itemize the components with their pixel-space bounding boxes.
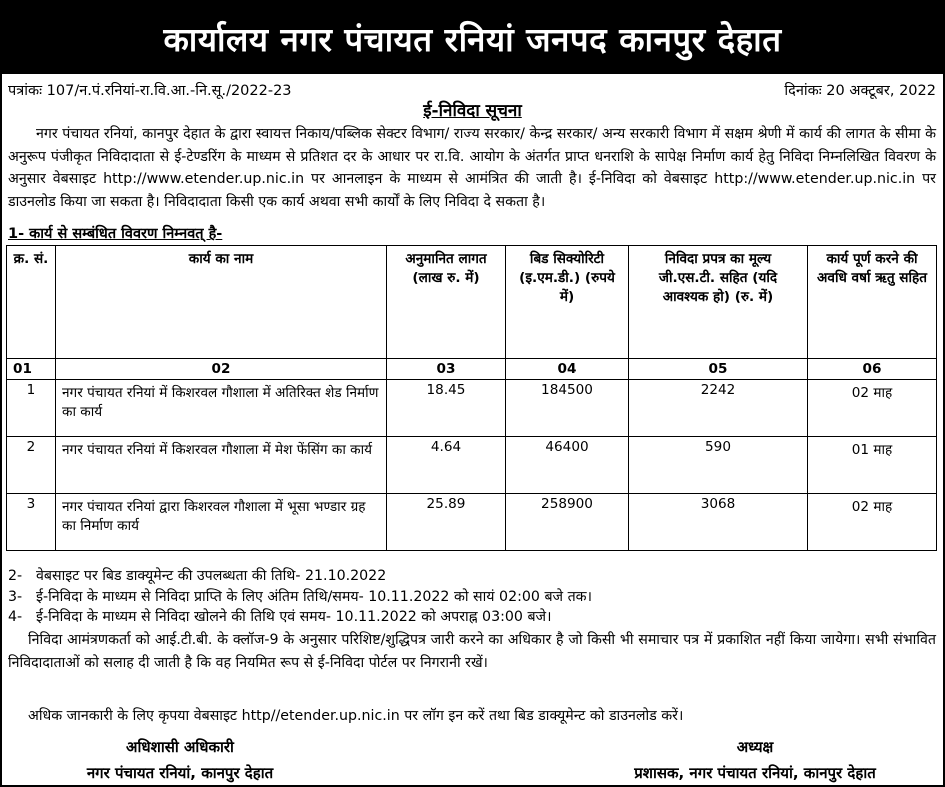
- column-number: 03: [387, 359, 506, 380]
- row-work-name: नगर पंचायत रनियां द्वारा किशरवल गौशाला में भूसा भण्डार ग्रह का निर्माण कार्य: [56, 494, 387, 551]
- row-cost: 25.89: [387, 494, 506, 551]
- note-number: 3-: [8, 588, 23, 605]
- column-number-row: [7, 359, 937, 380]
- office-title: कार्यालय नगर पंचायत रनियां जनपद कानपुर देहात: [163, 19, 782, 59]
- office-banner: [2, 2, 943, 74]
- signature-left-office: नगर पंचायत रनियां, कानपुर देहात: [86, 764, 274, 782]
- row-emd: 258900: [506, 494, 629, 551]
- row-duration: 01 माह: [808, 437, 937, 494]
- note-number: 4-: [8, 609, 23, 625]
- header-work-name: कार्य का नाम: [56, 246, 387, 359]
- notice-title: ई-निविदा सूचना: [423, 101, 522, 121]
- works-table: [6, 245, 937, 551]
- row-duration: 02 माह: [808, 494, 937, 551]
- row-cost: 4.64: [387, 437, 506, 494]
- row-work-name: नगर पंचायत रनियां में किशरवल गौशाला में अतिरिक्त शेड निर्माण का कार्य: [56, 380, 387, 437]
- signature-right-office: प्रशासक, नगर पंचायत रनियां, कानपुर देहात: [634, 764, 876, 782]
- table-row: [7, 380, 937, 437]
- row-emd: 46400: [506, 437, 629, 494]
- signature-left: [30, 734, 330, 786]
- signature-right: [585, 734, 925, 786]
- note-text: वेबसाइट पर बिड डाक्यूमेन्ट की उपलब्धता की तिथि- 21.10.2022: [36, 568, 387, 584]
- row-fee: 2242: [629, 380, 808, 437]
- row-duration: 02 माह: [808, 380, 937, 437]
- row-serial: 1: [7, 380, 56, 437]
- column-number: 06: [808, 359, 937, 380]
- table-row: [7, 494, 937, 551]
- rights-paragraph: निविदा आमंत्रणकर्ता को आई.टी.बी. के क्लॉज-9 के अनुसार परिशिष्ट/शुद्धिपत्र जारी करने का अधिकार है जो किसी भी समाचार पत्र में प्रकाशित नहीं किया जायेगा। सभी संभावित निविदादाताओं को सलाह दी जाती है कि वह नियमित रूप से ई-निविदा पोर्टल पर निगरानी रखें।: [8, 632, 936, 671]
- note-number: 2-: [8, 568, 23, 584]
- notice-date: दिनांकः 20 अक्टूबर, 2022: [784, 83, 936, 99]
- row-fee: 590: [629, 437, 808, 494]
- table-header-row: [7, 246, 937, 359]
- column-number: 01: [7, 359, 56, 380]
- list-item: [8, 607, 936, 628]
- note-text: ई-निविदा के माध्यम से निविदा प्राप्ति के लिए अंतिम तिथि/समय- 10.11.2022 को सायं 02:00 बजे तक।: [36, 588, 592, 605]
- signature-right-designation: अध्यक्ष: [736, 738, 774, 756]
- section1-heading: 1- कार्य से सम्बंधित विवरण निम्नवत् है-: [8, 226, 223, 242]
- reference-line: [8, 80, 936, 100]
- header-serial: क्र. सं.: [7, 246, 56, 359]
- header-tender-fee: निविदा प्रपत्र का मूल्य जी.एस.टी. सहित (यदि आवश्यक हो) (रु. में): [629, 246, 808, 359]
- table-row: [7, 437, 937, 494]
- notes-list: [8, 566, 936, 628]
- column-number: 02: [56, 359, 387, 380]
- note-text: ई-निविदा के माध्यम से निविदा खोलने की तिथि एवं समय- 10.11.2022 को अपराह्न 03:00 बजे।: [36, 609, 552, 625]
- header-estimated-cost: अनुमानित लागत (लाख रु. में): [387, 246, 506, 359]
- column-number: 05: [629, 359, 808, 380]
- list-item: [8, 587, 936, 608]
- header-bid-security: बिड सिक्योरिटी (इ.एम.डी.) (रुपये में): [506, 246, 629, 359]
- row-serial: 3: [7, 494, 56, 551]
- intro-paragraph: नगर पंचायत रनियां, कानपुर देहात के द्वारा स्वायत्त निकाय/पब्लिक सेक्टर विभाग/ राज्य सरकार/ केन्द्र सरकार/ अन्य सरकारी विभाग में सक्षम श्रेणी में कार्य की लागत के सीमा के अनुरूप पंजीकृत निविदादाता से ई-टेण्डरिंग के माध्यम से प्रतिशत दर के आधार पर रा.वि. आयोग के अंतर्गत प्राप्त धनराशि के सापेक्ष निर्माण कार्य हेतु निविदा निम्नलिखित विवरण के अनुसार वेबसाइट http://www.etender.up.nic.in पर आनलाइन के माध्यम से आमंत्रित की जाती है। ई-निविदा को वेबसाइट http://www.etender.up.nic.in पर डाउनलोड किया जा सकता है। निविदादाता किसी एक कार्य अथवा सभी कार्यों के लिए निविदा दे सकता है।: [8, 126, 936, 210]
- row-serial: 2: [7, 437, 56, 494]
- row-cost: 18.45: [387, 380, 506, 437]
- list-item: [8, 566, 936, 587]
- column-number: 04: [506, 359, 629, 380]
- row-fee: 3068: [629, 494, 808, 551]
- row-work-name: नगर पंचायत रनियां में किशरवल गौशाला में मेश फेंसिंग का कार्य: [56, 437, 387, 494]
- letter-number: पत्रांकः 107/न.पं.रनियां-रा.वि.आ.-नि.सू./2022-23: [8, 83, 292, 99]
- header-completion-period: कार्य पूर्ण करने की अवधि वर्षा ऋतु सहित: [808, 246, 937, 359]
- row-emd: 184500: [506, 380, 629, 437]
- signature-left-designation: अधिशासी अधिकारी: [126, 738, 234, 756]
- info-paragraph: अधिक जानकारी के लिए कृपया वेबसाइट http//etender.up.nic.in पर लॉग इन करें तथा बिड डाक्यूमेन्ट को डाउनलोड करें।: [28, 708, 684, 724]
